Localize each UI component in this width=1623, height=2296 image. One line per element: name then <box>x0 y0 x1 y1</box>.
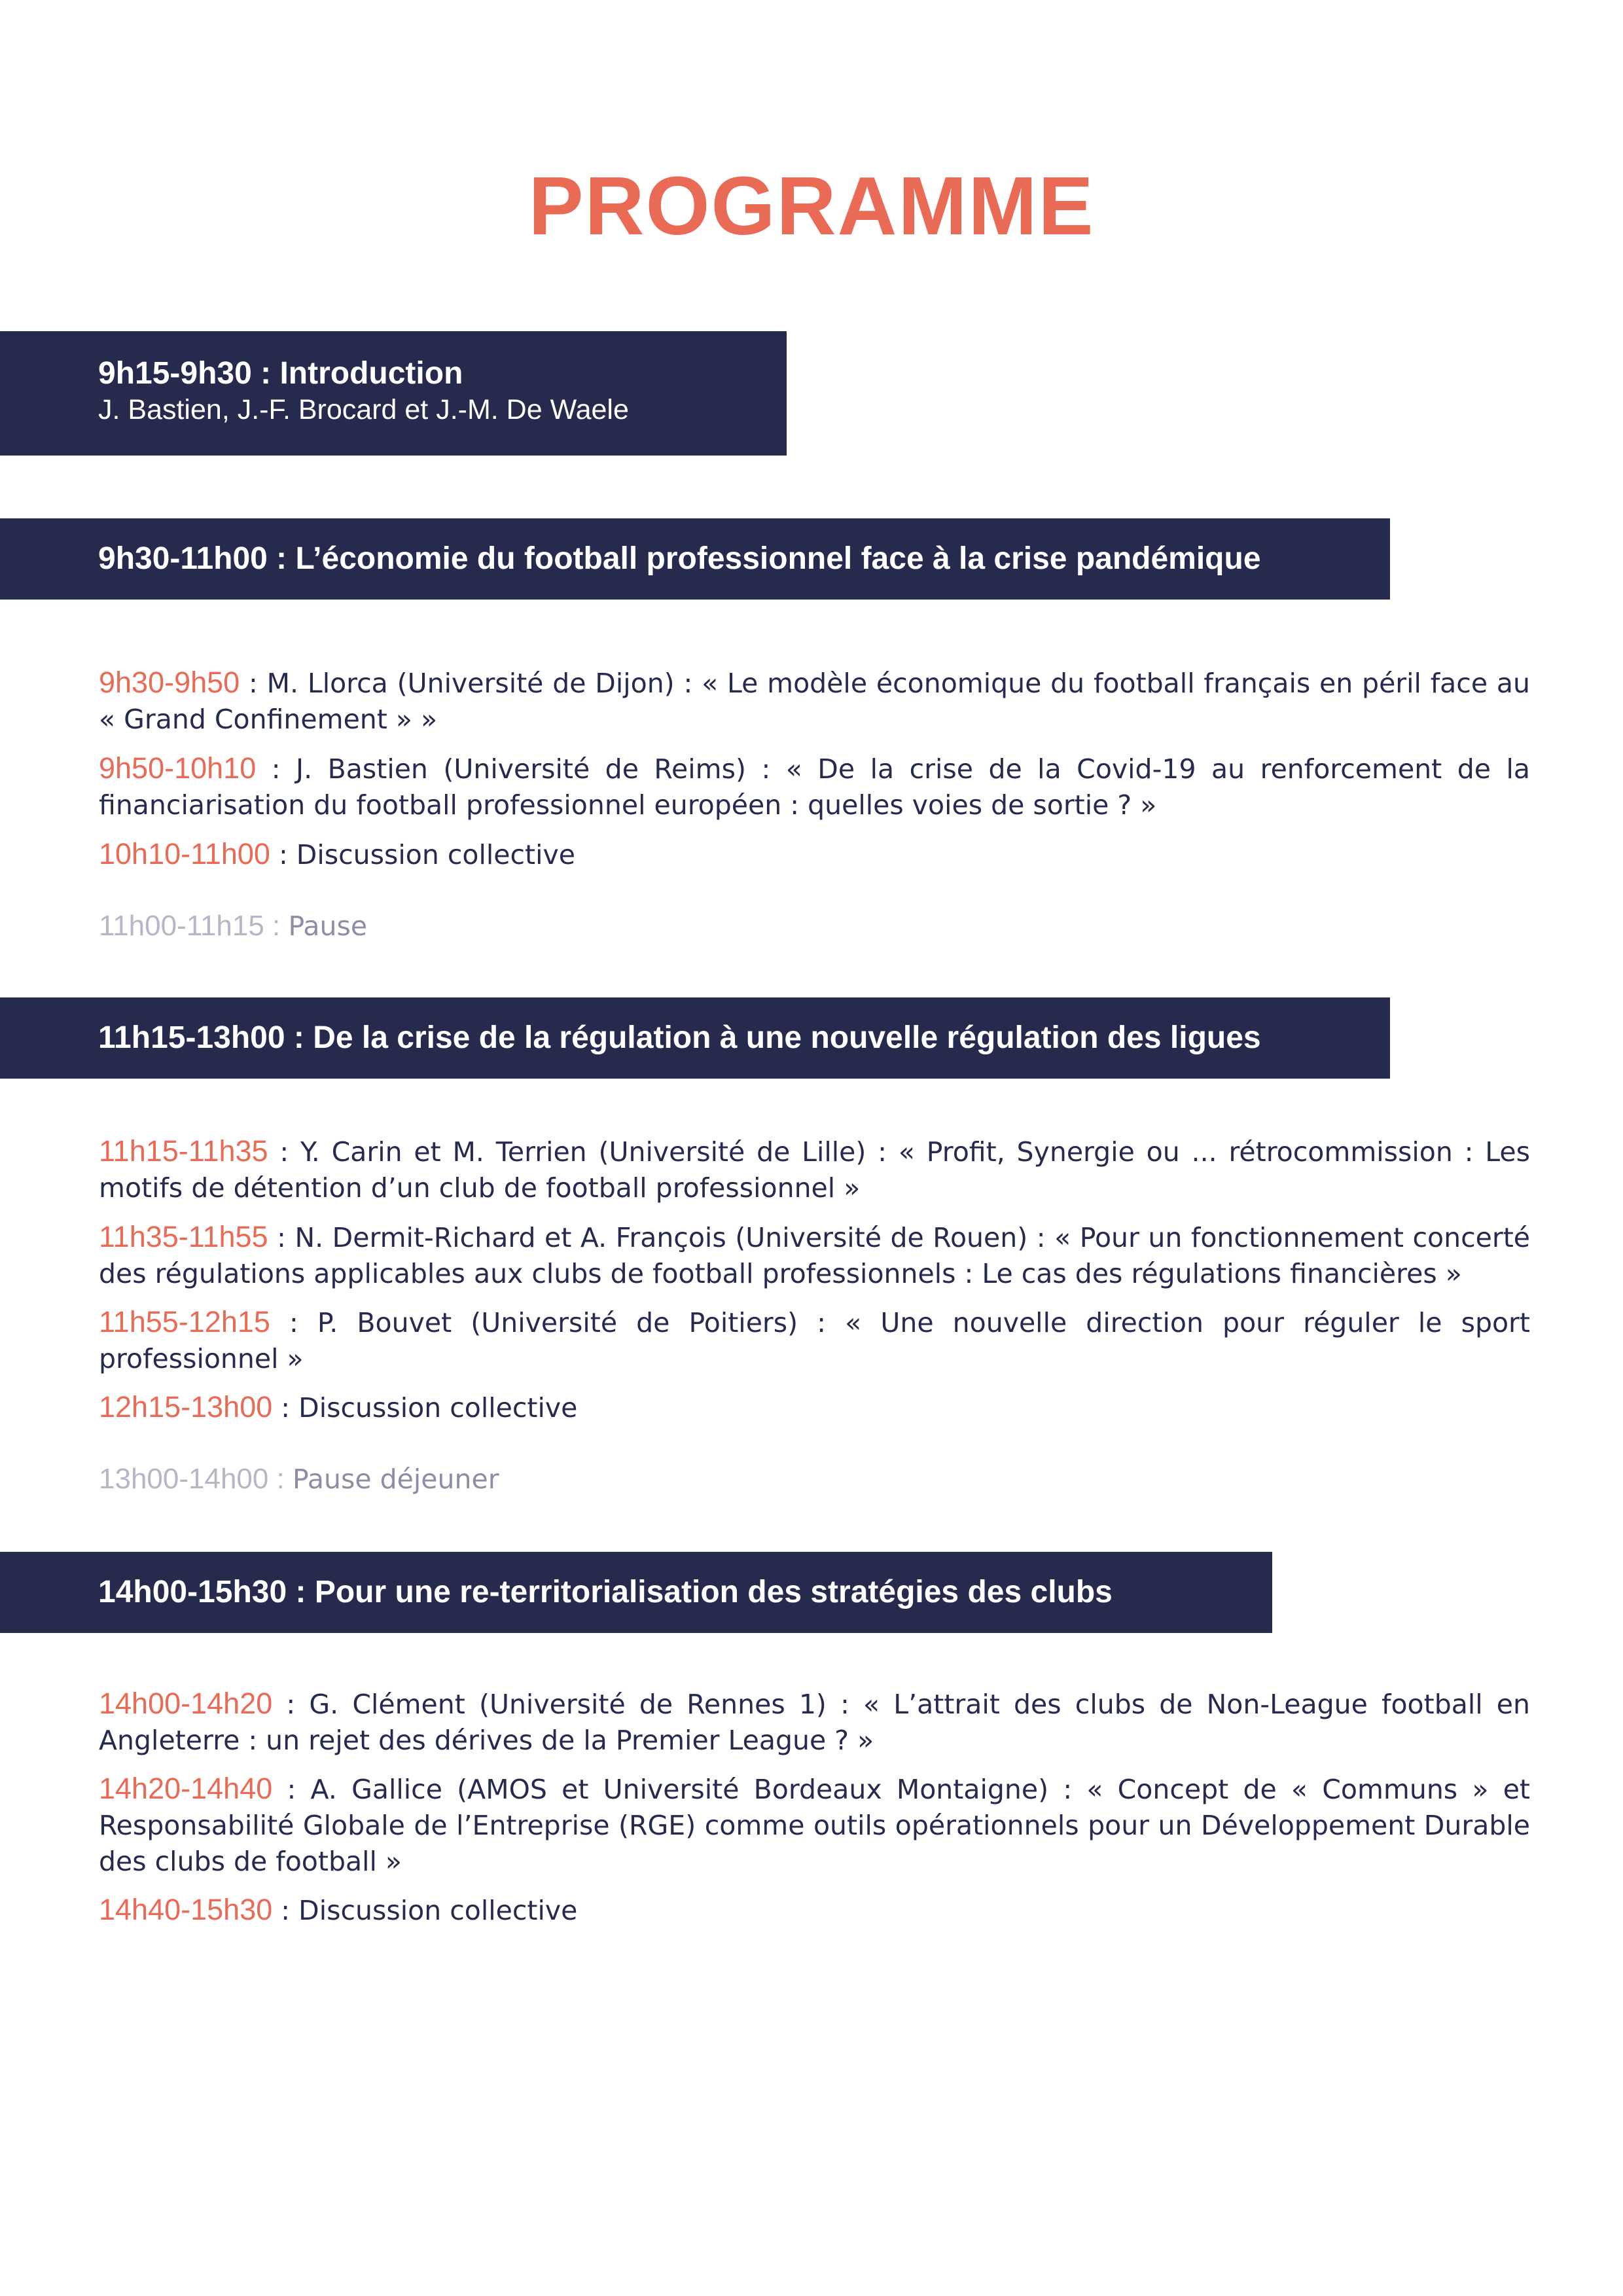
item-text: : J. Bastien (Université de Reims) : « De la crise de la Covid-19 au renforcement de la financiarisation du football professionnel européen : quelles voies de sortie ? » <box>99 753 1530 821</box>
item-text: : P. Bouvet (Université de Poitiers) : « Une nouvelle direction pour réguler le sport professionnel » <box>99 1307 1530 1374</box>
program-item <box>99 1219 1530 1292</box>
item-text: : A. Gallice (AMOS et Université Bordeaux Montaigne) : « Concept de « Communs » et Responsabilité Globale de l’Entreprise (RGE) comme outils opérationnels pour un Développement Durable des clubs de football » <box>99 1774 1530 1877</box>
session-2-banner <box>0 997 1390 1079</box>
program-item <box>99 1304 1530 1377</box>
item-time: 14h40-15h30 <box>99 1893 273 1926</box>
session-1-banner <box>0 518 1390 600</box>
pause-label: Pause déjeuner <box>293 1463 499 1495</box>
item-time: 14h00-14h20 <box>99 1687 273 1720</box>
item-time: 14h20-14h40 <box>99 1772 273 1805</box>
page-title: PROGRAMME <box>528 160 1095 252</box>
item-text: : Y. Carin et M. Terrien (Université de Lille) : « Profit, Synergie ou ... rétrocommission : Les motifs de détention d’un club de football professionnel » <box>99 1136 1530 1204</box>
intro-banner <box>0 331 787 456</box>
item-time: 11h35-11h55 <box>99 1220 268 1253</box>
program-item <box>99 1892 1530 1929</box>
item-time: 9h50-10h10 <box>99 751 257 785</box>
item-time: 12h15-13h00 <box>99 1390 273 1424</box>
session-heading: 14h00-15h30 : Pour une re-territorialisation des stratégies des clubs <box>98 1575 1113 1609</box>
pause-time: 11h00-11h15 <box>99 910 264 942</box>
program-item <box>99 836 1530 873</box>
item-time: 10h10-11h00 <box>99 837 270 870</box>
intro-speakers: J. Bastien, J.-F. Brocard et J.-M. De Waele <box>98 394 629 425</box>
session-heading: 11h15-13h00 : De la crise de la régulation à une nouvelle régulation des ligues <box>98 1020 1261 1055</box>
item-text: : M. Llorca (Université de Dijon) : « Le modèle économique du football français en péril face au « Grand Confinement » » <box>99 668 1530 735</box>
item-text: : G. Clément (Université de Rennes 1) : « L’attrait des clubs de Non-League football en Angleterre : un rejet des dérives de la Premier League ? » <box>99 1689 1530 1756</box>
pause-separator: : <box>268 1463 293 1495</box>
item-time: 9h30-9h50 <box>99 666 240 699</box>
intro-title: 9h15-9h30 : Introduction <box>98 356 463 391</box>
item-text: : Discussion collective <box>272 1392 578 1424</box>
pause-separator: : <box>264 910 289 942</box>
pause-label: Pause <box>288 910 368 942</box>
item-time: 11h55-12h15 <box>99 1305 270 1338</box>
program-item <box>99 1770 1530 1880</box>
program-item <box>99 664 1530 738</box>
pause-time: 13h00-14h00 <box>99 1463 269 1495</box>
item-time: 11h15-11h35 <box>99 1134 268 1168</box>
item-text: : Discussion collective <box>270 839 575 870</box>
program-item <box>99 1685 1530 1759</box>
program-item <box>99 750 1530 823</box>
item-text: : Discussion collective <box>272 1895 578 1926</box>
item-text: : N. Dermit-Richard et A. François (Université de Rouen) : « Pour un fonctionnement concerté des régulations applicables aux clubs de football professionnels : Le cas des régulations financières » <box>99 1222 1530 1289</box>
pause-item <box>99 1461 499 1498</box>
pause-item <box>99 908 367 944</box>
session-3-banner <box>0 1552 1272 1633</box>
program-item <box>99 1133 1530 1206</box>
program-item <box>99 1389 1530 1426</box>
session-heading: 9h30-11h00 : L’économie du football professionnel face à la crise pandémique <box>98 541 1261 576</box>
